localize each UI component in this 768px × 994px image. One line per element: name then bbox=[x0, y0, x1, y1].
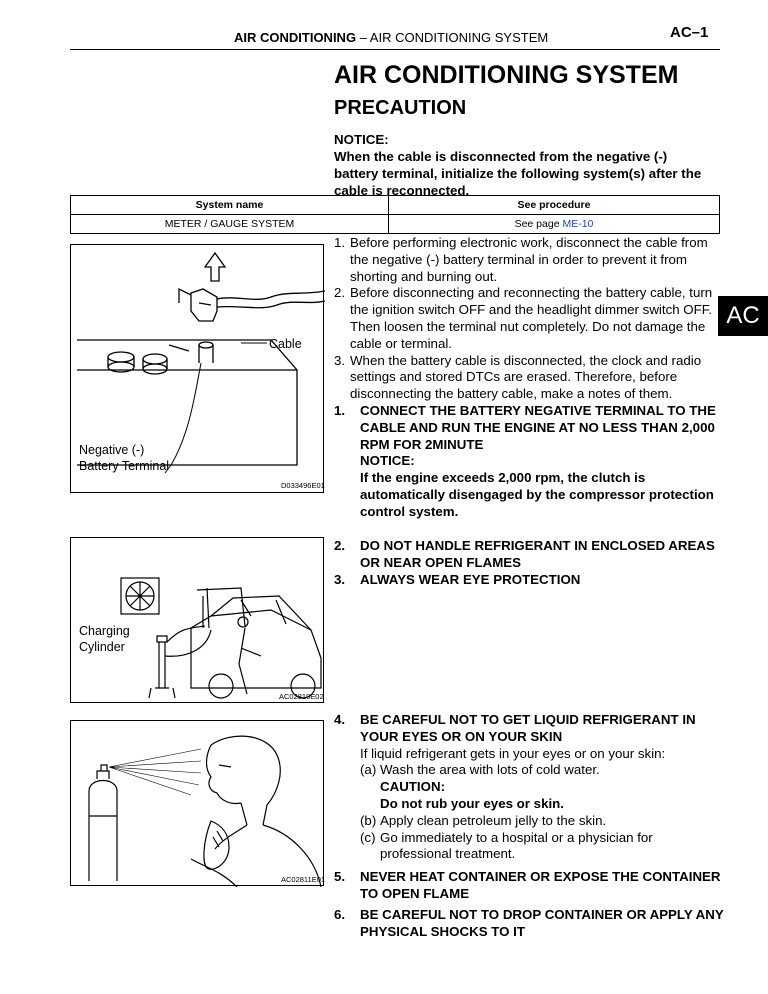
procedure-prefix: See page bbox=[514, 218, 563, 230]
header-section-rest: – AIR CONDITIONING SYSTEM bbox=[359, 30, 549, 45]
step-6-title: BE CAREFUL NOT TO DROP CONTAINER OR APPLY ANY PHYSICAL SHOCKS TO IT bbox=[360, 906, 724, 939]
notice-block bbox=[334, 131, 714, 199]
step-1: 1. CONNECT THE BATTERY NEGATIVE TERMINAL TO THE CABLE AND RUN THE ENGINE AT NO LESS THAN 2,000 RPM FOR 2MINUTE NOTICE: If the engine exceeds 2,000 rpm, the clutch is automatically disengaged by the compressor protection control system. bbox=[334, 403, 724, 521]
precaution-1: Before performing electronic work, disconnect the cable from the negative (-) battery terminal in order to prevent it from shorting and burning out. bbox=[350, 235, 708, 284]
step-4-title: BE CAREFUL NOT TO GET LIQUID REFRIGERANT IN YOUR EYES OR ON YOUR SKIN bbox=[360, 712, 696, 744]
steps-4-6 bbox=[334, 712, 724, 940]
precaution-list bbox=[334, 235, 724, 521]
label-terminal-2: Battery Terminal bbox=[79, 459, 170, 473]
step-4-caution-label: CAUTION: bbox=[380, 779, 445, 795]
step-4-a: (a) Wash the area with lots of cold water. bbox=[360, 762, 600, 778]
step-3: 3. ALWAYS WEAR EYE PROTECTION bbox=[334, 572, 724, 589]
step-4-caution-text: Do not rub your eyes or skin. bbox=[380, 795, 564, 811]
step-5: 5. NEVER HEAT CONTAINER OR EXPOSE THE CONTAINER TO OPEN FLAME bbox=[334, 869, 724, 903]
battery-figure bbox=[70, 244, 324, 493]
figure-code: AC02810E02 bbox=[279, 692, 324, 701]
step-2-title: DO NOT HANDLE REFRIGERANT IN ENCLOSED AREAS OR NEAR OPEN FLAMES bbox=[360, 538, 715, 570]
eye-figure bbox=[70, 720, 324, 886]
table-row bbox=[71, 215, 720, 234]
step-4-b: (b) Apply clean petroleum jelly to the skin. bbox=[360, 812, 607, 828]
label-charging-1: Charging bbox=[79, 624, 130, 638]
figure-code: D033496E01 bbox=[281, 481, 325, 490]
charging-figure bbox=[70, 537, 324, 703]
step-2: 2. DO NOT HANDLE REFRIGERANT IN ENCLOSED AREAS OR NEAR OPEN FLAMES bbox=[334, 538, 724, 572]
step-4-intro: If liquid refrigerant gets in your eyes or on your skin: bbox=[360, 745, 666, 761]
section-subtitle: PRECAUTION bbox=[334, 97, 467, 119]
eye-illustration bbox=[71, 721, 325, 887]
step-1-notice-label: NOTICE: bbox=[360, 453, 415, 469]
table-header-system: System name bbox=[71, 196, 389, 215]
step-4-c-text: Go immediately to a hospital or a physician for professional treatment. bbox=[380, 829, 653, 862]
list-item: 2. Before disconnecting and reconnecting the battery cable, turn the ignition switch OFF and the headlight dimmer switch OFF. Then loosen the terminal nut completely. Do not damage the cable or terminal. bbox=[334, 285, 713, 351]
step-4-b-text: Apply clean petroleum jelly to the skin. bbox=[380, 812, 607, 828]
label-terminal-1: Negative (-) bbox=[79, 443, 145, 457]
page-title: AIR CONDITIONING SYSTEM bbox=[334, 61, 679, 89]
step-6: 6. BE CAREFUL NOT TO DROP CONTAINER OR APPLY ANY PHYSICAL SHOCKS TO IT bbox=[334, 906, 724, 939]
page-number: AC–1 bbox=[670, 24, 709, 41]
step-4: 4. BE CAREFUL NOT TO GET LIQUID REFRIGERANT IN YOUR EYES OR ON YOUR SKIN If liquid refrigerant gets in your eyes or on your skin: bbox=[334, 712, 724, 762]
label-charging-2: Cylinder bbox=[79, 640, 125, 654]
section-tab[interactable]: AC bbox=[718, 296, 768, 336]
precaution-3: When the battery cable is disconnected, the clock and radio settings and stored DTCs are erased. Therefore, before disconnecting the battery cable, make a notes of them. bbox=[350, 352, 702, 402]
step-4-c: (c) Go immediately to a hospital or a physician for professional treatment. bbox=[360, 829, 653, 862]
notice-text: When the cable is disconnected from the negative (-) battery terminal, initialize the following system(s) after the cable is reconnected. bbox=[334, 149, 702, 198]
step-5-title: NEVER HEAT CONTAINER OR EXPOSE THE CONTAINER TO OPEN FLAME bbox=[360, 869, 721, 901]
steps-2-3 bbox=[334, 538, 724, 588]
table-header-row bbox=[71, 196, 720, 215]
procedure-link[interactable]: ME-10 bbox=[562, 218, 594, 230]
system-table bbox=[70, 195, 720, 234]
step-3-title: ALWAYS WEAR EYE PROTECTION bbox=[360, 571, 581, 587]
table-header-procedure: See procedure bbox=[389, 196, 720, 215]
notice-label: NOTICE: bbox=[334, 132, 389, 147]
step-1-notice-text: If the engine exceeds 2,000 rpm, the clutch is automatically disengaged by the compressor protection control system. bbox=[360, 470, 714, 519]
header-section-bold: AIR CONDITIONING bbox=[234, 30, 357, 45]
table-cell-procedure bbox=[389, 215, 720, 234]
header-rule bbox=[70, 49, 720, 50]
step-1-title: CONNECT THE BATTERY NEGATIVE TERMINAL TO THE CABLE AND RUN THE ENGINE AT NO LESS THAN 2,000 RPM FOR 2MINUTE bbox=[360, 402, 716, 452]
list-item: 1. Before performing electronic work, disconnect the cable from the negative (-) battery terminal in order to prevent it from shorting and burning out. bbox=[334, 235, 708, 284]
label-cable: Cable bbox=[269, 337, 302, 351]
charging-illustration bbox=[71, 538, 325, 704]
figure-code: AC02811E01 bbox=[281, 875, 326, 884]
running-header bbox=[234, 30, 548, 45]
precaution-2: Before disconnecting and reconnecting the battery cable, turn the ignition switch OFF and the headlight dimmer switch OFF. Then loosen the terminal nut completely. Do not damage the cable or terminal. bbox=[350, 285, 713, 351]
list-item: 3. When the battery cable is disconnected, the clock and radio settings and stored DTCs are erased. Therefore, before disconnecting the battery cable, make a notes of them. bbox=[334, 352, 702, 402]
table-cell-system: METER / GAUGE SYSTEM bbox=[71, 215, 389, 234]
step-4-a-text: Wash the area with lots of cold water. bbox=[380, 762, 600, 778]
